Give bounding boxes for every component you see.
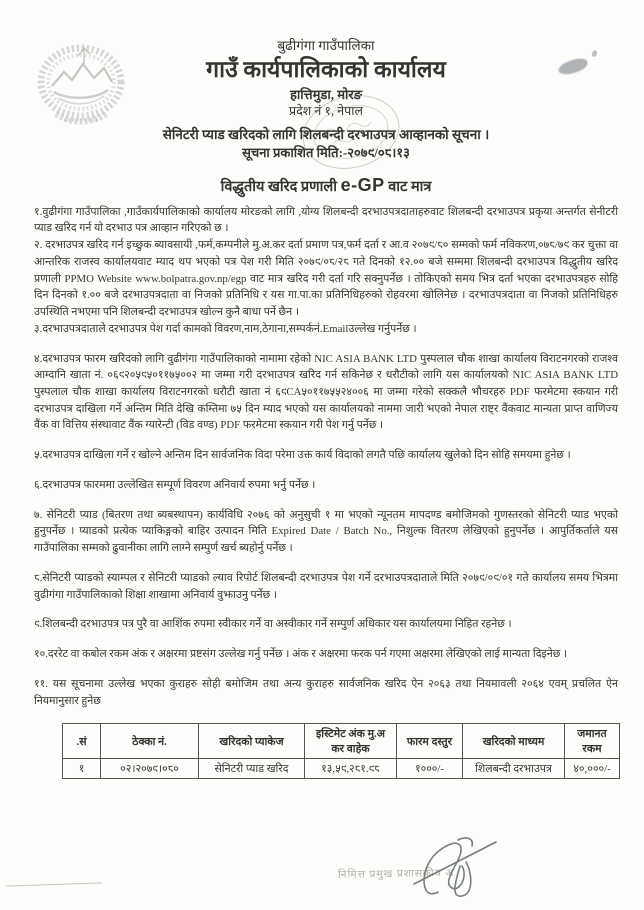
procurement-system-heading [34,175,618,196]
col-form-fee: फारम दस्तुर [397,724,463,759]
cell-contract-no: ०२।२०७९।०८० [101,759,199,779]
signature-area [330,838,590,908]
cell-estimate: १३,५९,२८१.९८ [305,759,397,779]
office-province: प्रदेश नं १, नेपाल [289,103,363,118]
clause-9: ९.शिलबन्दी दरभाउपत्र पत्र पुरै वा आशिंक रुपमा स्वीकार गर्ने वा अस्वीकार गर्ने सम्पुर्ण अधिकार यस कार्यालयमा निहित रहनेछ । [34,618,512,631]
clause-1: १.वुढीगंगा गाउँपालिका ,गाउँकार्यपालिकाको कार्यालय मोरङको लागि ,योग्य शिलबन्दी दरभाउपत्रदाताहरुवाट शिलबन्दी दरभाउपत्र प्रकृया अन्तर्गत सेनीटरी प्याड खरिद गर्न यो दरभाउ पत्र आव्हान गरिएको छ । [34,205,618,235]
table-header-row [63,724,620,759]
clause-7: ७. सेनिटरी प्याड (बितरण तथा ब्यबस्थापन) कार्यविधि २०७६ को अनुसुची १ मा भएको न्यूनतम मापदण्ड बमोजिमको गुणस्तरको सेनिटरी प्याड भएको हुनुपर्नेछ । प्याडको प्रत्येक प्याकिङ्गको बाहिर उत्पादन मिति Expired Date / Batch No., निशुल्क वितरण लेखिएको हुनुपर्नेछ । आपुर्तिकर्ताले यस गाउँपालिका सम्मको ढुवानीका लागि लाग्ने सम्पुर्ण खर्च ब्यहोर्नु पर्नेछ । [34,508,618,555]
col-serial: .सं [63,724,101,759]
col-method: खरिदको माध्यम [463,724,565,759]
clause-11: ११. यस सूचनामा उल्लेख भएका कुराहरु सोही बमोजिम तथा अन्य कुराहरु सार्वजनिक खरिद ऐन २०६३ तथा नियमावली २०६४ एवम् प्रचलित ऐन नियमानुसार हुनेछ [34,677,618,707]
cell-bid-security: ४०,०००/- [565,759,620,779]
heading-pre: विद्धुतीय खरिद प्रणाली [220,178,341,195]
scan-artifact-line [6,882,102,886]
table-row [63,759,620,779]
cell-method: शिलबन्दी दरभाउपत्र [463,759,565,779]
cell-package: सेनिटरी प्याड खरिद [199,759,305,779]
col-contract-no: ठेक्का नं. [101,724,199,759]
clause-10: १०.दररेट वा कबोल रकम अंक र अक्षरमा प्रष्टसंग उल्लेख गर्नु पर्नेछ । अंक र अक्षरमा फरक पर्न गएमा अक्षरमा लेखिएको लाई मान्यता दिइनेछ । [34,648,568,661]
signature-icon [400,832,520,910]
clause-6: ६.दरभाउपत्र फारममा उल्लेखित सम्पूर्ण विवरण अनिवार्य रुपमा भर्नु पर्नेछ । [34,478,316,491]
notice-clauses [34,204,618,710]
clause-8: ८.सेनिटरी प्याडको स्याम्पल र सेनिटरी प्याडको ल्याव रिपोर्ट शिलबन्दी दरभाउपत्र पेश गर्ने दरभाउपत्रदाताले मिति २०७९/०९/०१ गते कार्यालय समय भित्रमा वुढीगंगा गाउँपालिकाको शिक्षा शाखामा अनिवार्य वुझाउनु पर्नेछ । [34,571,618,601]
cell-serial: १ [63,759,101,779]
notice-title: सेनिटरी प्याड खरिदको लागि शिलबन्दी दरभाउपत्र आव्हानको सूचना । [162,126,490,142]
col-estimate: इस्टिमेट अंक मु.अ कर वाहेक [305,724,397,759]
col-bid-security: जमानत रकम [565,724,620,759]
clause-2: २. दरभाउपत्र खरिद गर्न इच्छुक ब्यावसायी ,फर्म,कम्पनीले मु.अ.कर दर्ता प्रमाण पत्र,फर्म दर्ता र आ.व २०७९/८० सम्मको फर्म नविकरण,०७८/७९ कर चुक्ता वा आन्तरिक राजस्व कार्यालयवाट म्याद थप भएको पत्र पेश गरी मिति २०७९/०८/२८ गते दिनको १२.०० बजे सम्ममा शिलबन्दी दरभाउपत्र विद्धुतीय खरिद प्रणाली PPMO Website www.bolpatra.gov.np/egp वाट मात्र खरिद गरी दर्ता गरि सक्नुपर्नेछ । तोकिएको समय भित्र दर्ता भएका दरभाउपत्रहरु सोहि दिन दिनको १.०० बजे दरभाउपत्रदाता वा निजको प्रतिनिधि र यस गा.पा.का प्रतिनिधिहरुको रोहवरमा खोलिनेछ । दरभाउपत्रदाता वा निजको प्रतिनिधिहरु उपस्थिति नभएमा पनि शिलबन्दी दरभाउपत्र खोल्न कुनै बाधा पर्ने छैन । [34,239,618,319]
col-package: खरिदको प्याकेज [199,724,305,759]
clause-5: ५.दरभाउपत्र दाखिला गर्ने र खोल्ने अन्तिम दिन सार्वजनिक विदा परेमा उक्त कार्य विदाको लगतै पछि कार्यालय खुलेको दिन सोहि समयमा हुनेछ । [34,449,571,462]
letterhead [34,38,618,162]
tender-details-table [62,723,620,779]
clause-3: ३.दरभाउपत्रदाताले दरभाउपत्र पेश गर्दा कामको विवरण,नाम,ठेगाना,सम्पर्कनं.Emailउल्लेख गर्नुपर्नेछ । [34,322,417,335]
cell-form-fee: १०००/- [397,759,463,779]
municipality-name: बुढीगंगा गाउँपालिका [277,38,375,53]
signatory-designation-stamp: निमित्त प्रमुख प्रशासकीय अ [337,867,455,881]
clause-4: ४.दरभाउपत्र फारम खरिदको लागि वुढीगंगा गाउँपालिकाको नामामा रहेको NIC ASIA BANK LTD पुस्पलाल चौक शाखा कार्यालय विराटनगरको राजश्व आम्दानि खाता नं. ०६९२०५९५०११७५००२ मा जम्मा गरी दरभाउपत्र खरिद गर्न सकिनेछ र धरौटीको लागि यस कार्यालयको NIC ASIA BANK LTD पुस्पलाल चौक शाखा कार्यालय विराटनगरको धरौटी खाता नं ६९CA५०११७५५२४००६ मा जम्मा गरेको सक्कलै भौचरहरु PDF फरमेटमा स्कयान गरी दरभाउपत्र दाखिला गर्ने अन्तिम मिति देखि कम्तिमा ७५ दिन म्याद भएको यस कार्यालयको नाममा जारी भएको नेपाल राष्ट्र वैंकवाट मान्यता प्राप्त वाणिज्य वैंक वा वित्तिय संस्थावाट वैंक ग्यारेन्टी (विड वण्ड) PDF फरमेटमा स्कयान गरी पेश गर्नु पर्नेछ । [34,352,618,432]
egp-label: e-GP [340,174,385,195]
notice-published-date: सूचना प्रकाशित मिति:-२०७९/०८।१३ [242,145,410,161]
office-title: गाउँ कार्यपालिकाको कार्यालय [206,56,446,82]
office-address: हात्तिमुडा, मोरङ [290,86,362,102]
heading-post: वाट मात्र [384,178,432,195]
